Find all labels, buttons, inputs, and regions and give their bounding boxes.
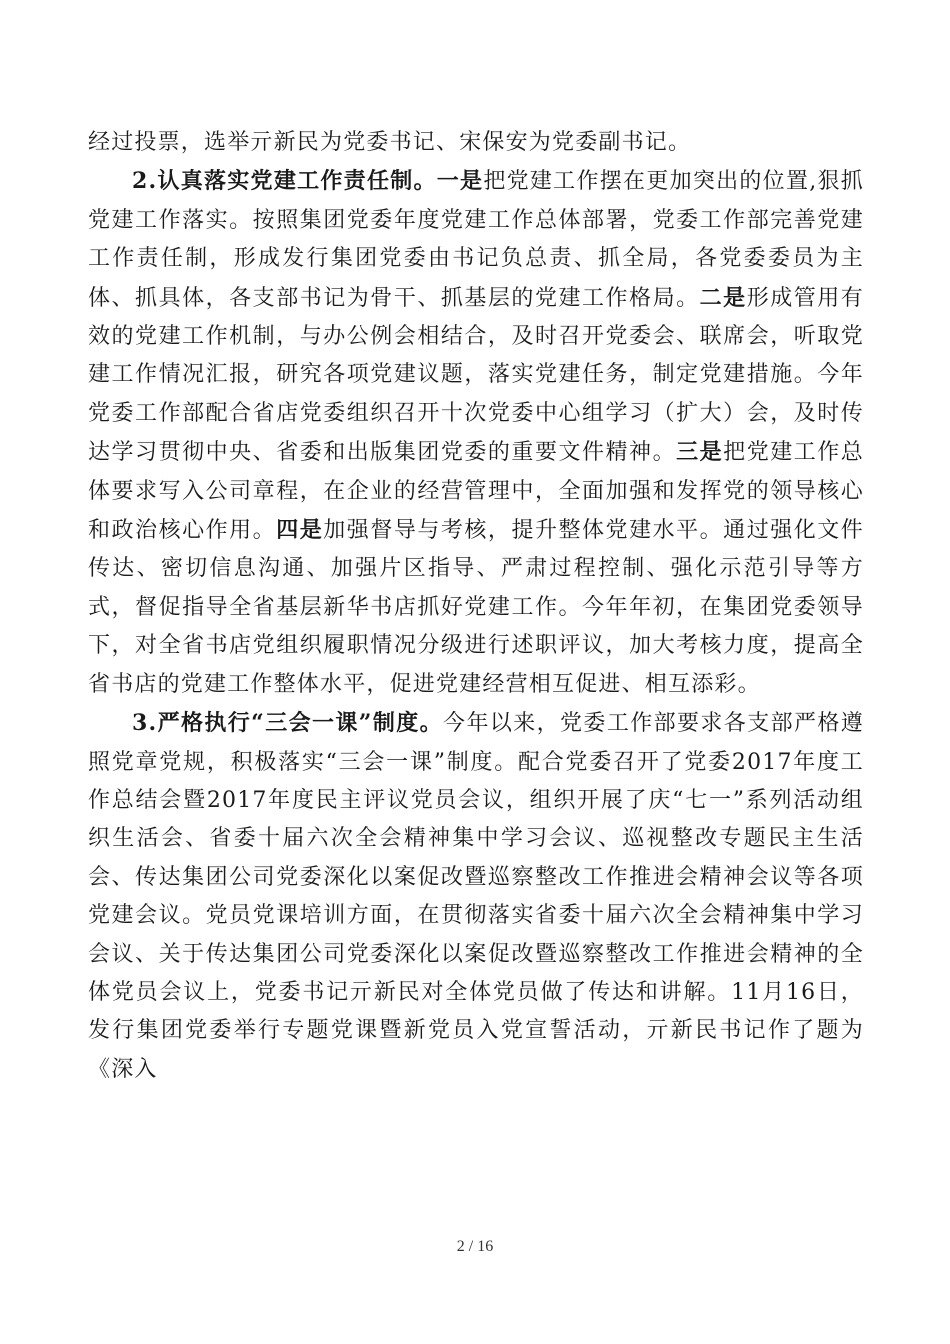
point-text-fourth: 加强督导与考核，提升整体党建水平。通过强化文件传达、密切信息沟通、加强片区指导、严肃过程控制、强化示范引导等方式，督促指导全省基层新华书店抓好党建工作。今年年初，在集团党委领导下，对全省书店党组织履职情况分级进行述职评议，加大考核力度，提高全省书店的党建工作整体水平，促进党建经营相互促进、相互添彩。: [88, 518, 865, 697]
point-text-second: 形成管用有效的党建工作机制，与办公例会相结合，及时召开党委会、联席会，听取党建工作情况汇报，研究各项党建议题，落实党建任务，制定党建措施。今年党委工作部配合省店党委组织召开十次党委中心组学习（扩大）会，及时传达学习贯彻中央、省委和出版集团党委的重要文件精神。: [88, 285, 865, 466]
point-label-fourth: 四是: [276, 517, 324, 544]
paragraph-3: [88, 704, 864, 1089]
section-heading-2: 2.认真落实党建工作责任制。: [132, 168, 437, 195]
document-body: [88, 124, 864, 1089]
point-text-first: 把党建工作摆在更加突出的位置,狠抓党建工作落实。按照集团党委年度党建工作总体部署，党委工作部完善党建工作责任制，形成发行集团党委由书记负总责、抓全局，各党委委员为主体、抓具体，各支部书记为骨干、抓基层的党建工作格局。: [88, 169, 864, 311]
paragraph-1-text: 经过投票，选举亓新民为党委书记、宋保安为党委副书记。: [88, 130, 692, 155]
paragraph-2: [88, 162, 864, 704]
section-heading-3: 3.严格执行“三会一课”制度。: [132, 710, 444, 737]
point-label-first: 一是: [436, 168, 484, 195]
point-label-third: 三是: [676, 439, 724, 466]
point-text-third: 把党建工作总体要求写入公司章程，在企业的经营管理中，全面加强和发挥党的领导核心和政治核心作用。: [88, 440, 864, 544]
paragraph-3-text: 今年以来，党委工作部要求各支部严格遵照党章党规，积极落实“三会一课”制度。配合党委召开了党委2017年度工作总结会暨2017年度民主评议党员会议，组织开展了庆“七一”系列活动组织生活会、省委十届六次全会精神集中学习会议、巡视整改专题民主生活会、传达集团公司党委深化以案促改暨巡察整改工作推进会精神会议等各项党建会议。党员党课培训方面，在贯彻落实省委十届六次全会精神集中学习会议、关于传达集团公司党委深化以案促改暨巡察整改工作推进会精神的全体党员会议上，党委书记亓新民对全体党员做了传达和讲解。11月16日，发行集团党委举行专题党课暨新党员入党宣誓活动，亓新民书记作了题为《深入: [88, 711, 864, 1082]
paragraph-1: [88, 124, 864, 162]
point-label-second: 二是: [699, 284, 747, 311]
page-number: 2 / 16: [456, 1238, 494, 1255]
